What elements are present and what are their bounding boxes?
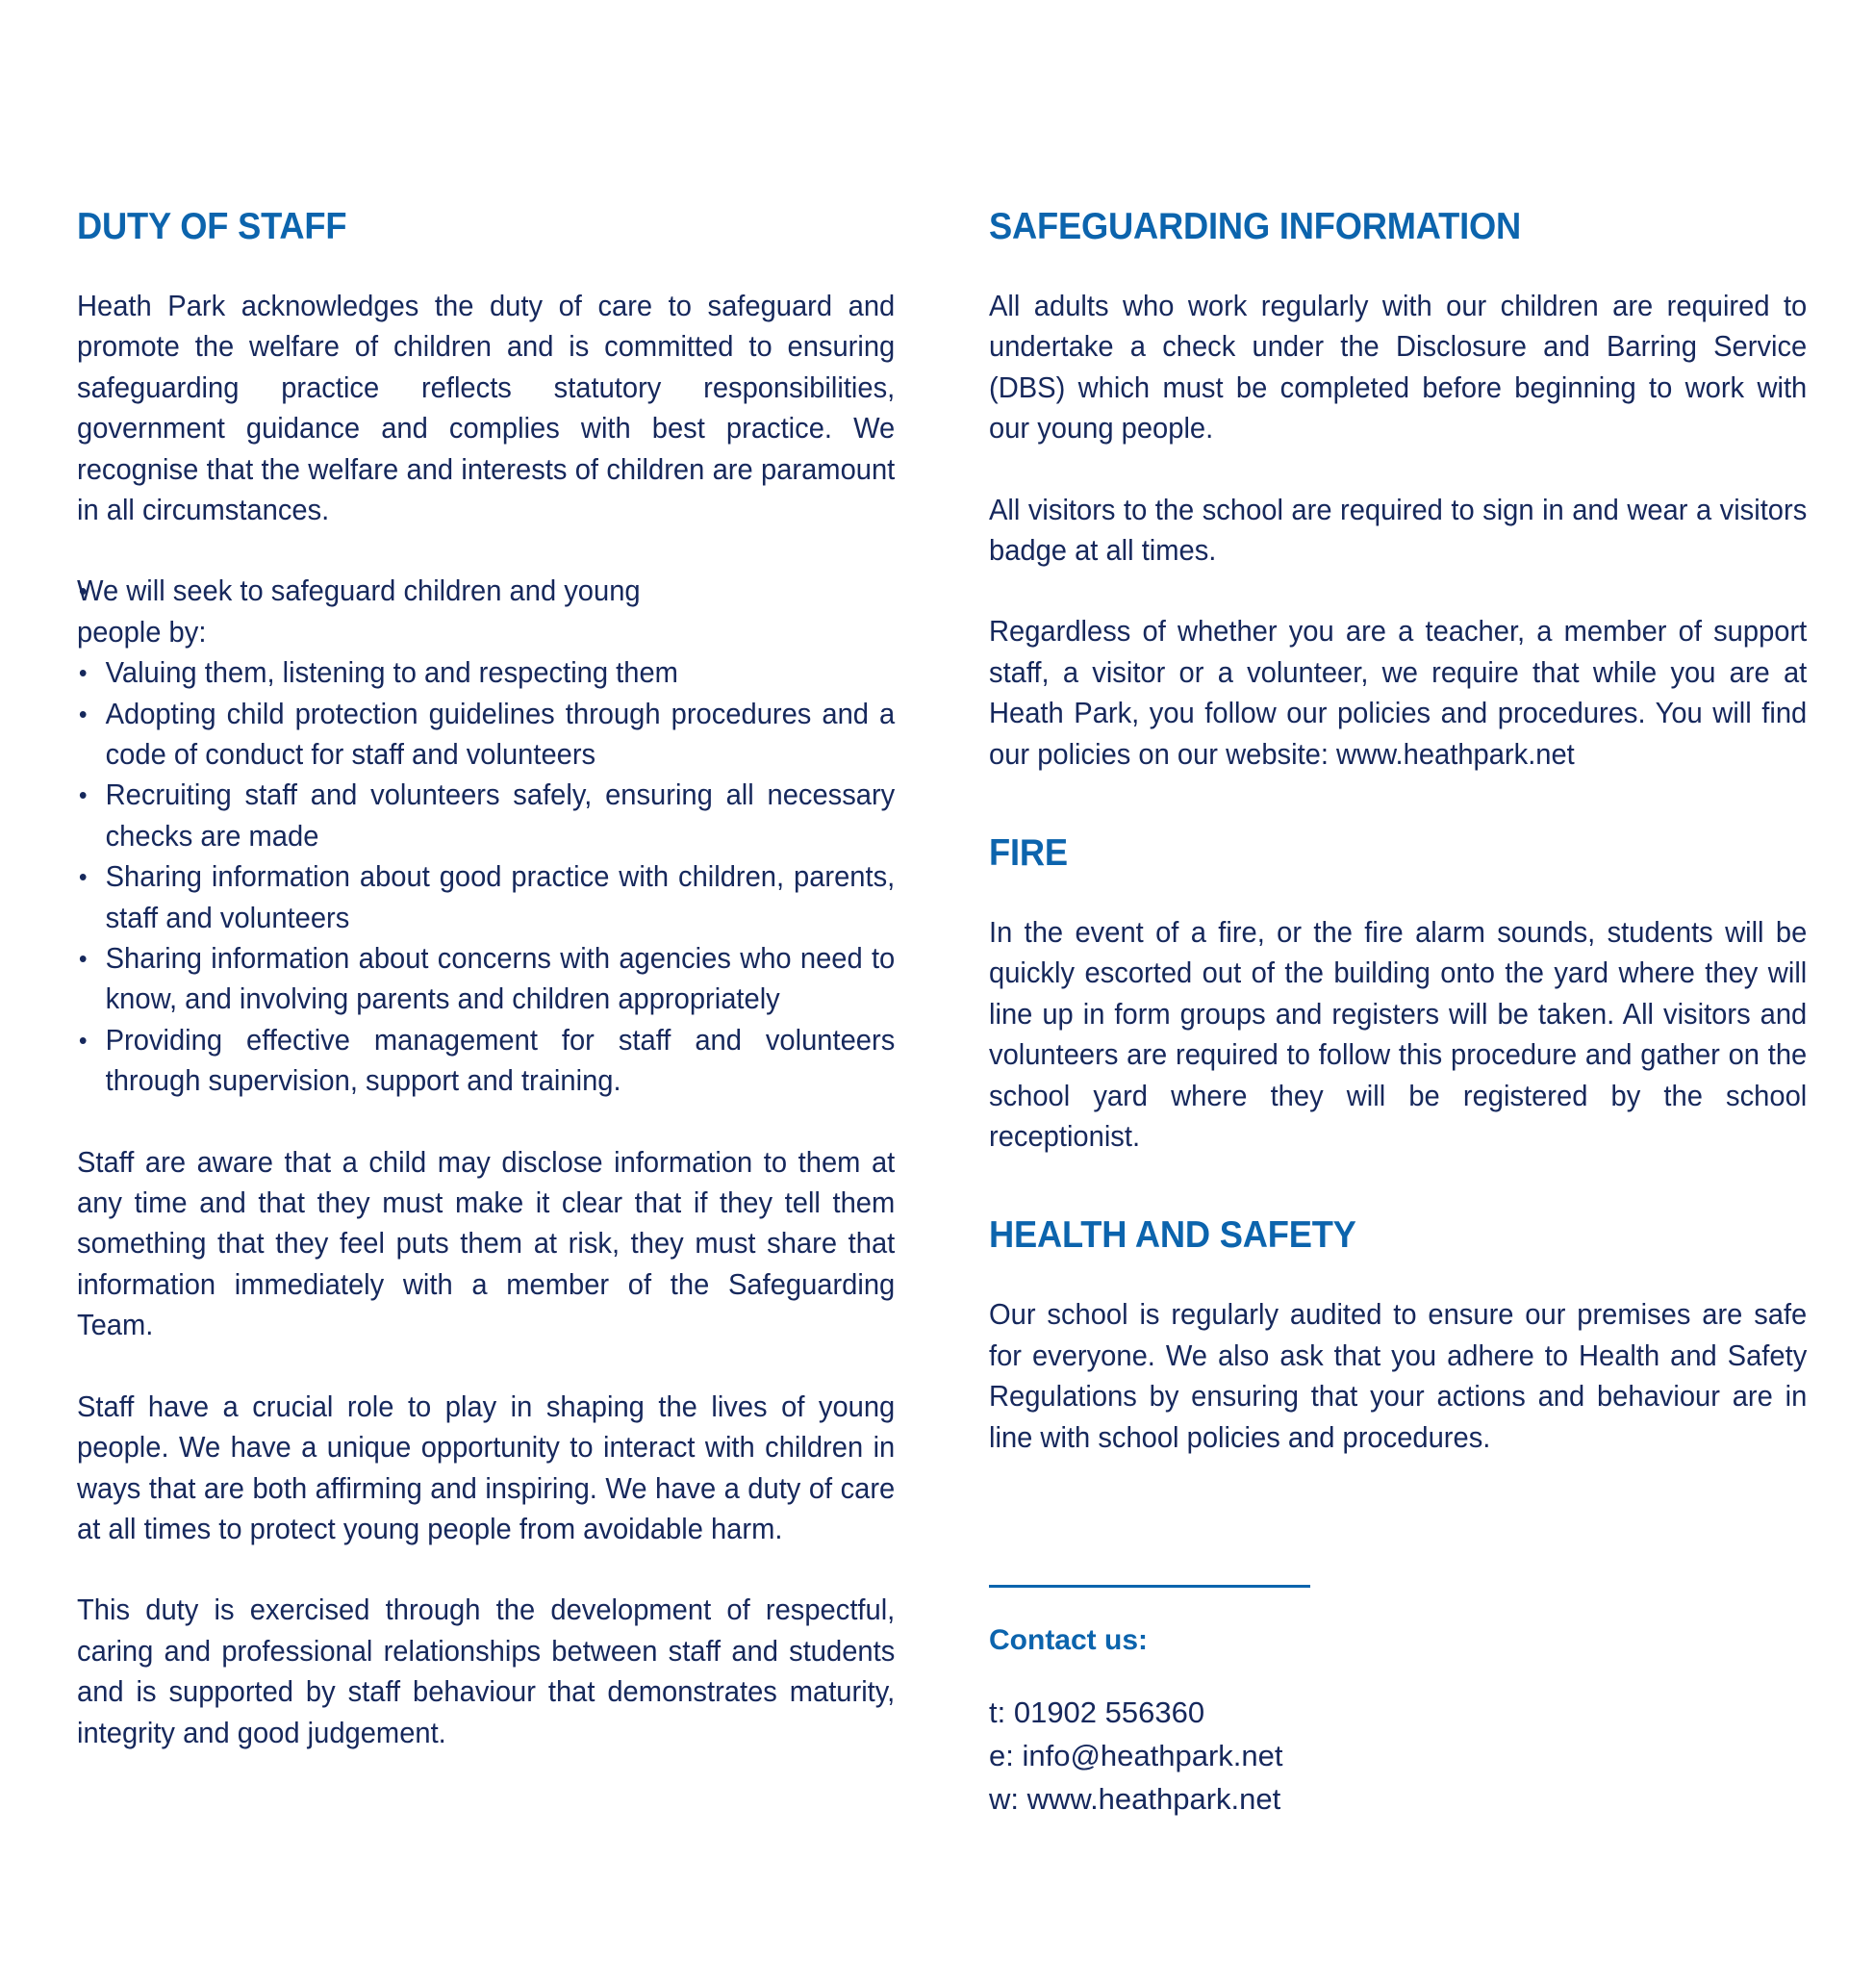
two-column-layout	[77, 208, 1809, 1821]
safeguarding-paragraph-3: Regardless of whether you are a teacher, a member of support staff, a visitor or a volunteer, we require that while you are at Heath Park, you follow our policies and procedures. You will find our policies on our website: www.heathpark.net	[989, 615, 1808, 771]
list-item	[77, 652, 895, 693]
list-item	[77, 694, 895, 776]
bullet-list-intro-line-1: • We will seek to safeguard children and young	[77, 574, 641, 608]
contact-details	[989, 1691, 1809, 1821]
safeguarding-information-heading: SAFEGUARDING INFORMATION	[989, 206, 1522, 247]
contact-website[interactable]: w: www.heathpark.net	[989, 1781, 1281, 1816]
fire-paragraph-1: In the event of a fire, or the fire alarm sounds, students will be quickly escorted out of the building onto the yard where they will line up in form groups and registers will be taken. All visitors and volunteers are required to follow this procedure and gather on the school yard where they will be registered by the school receptionist.	[989, 915, 1808, 1153]
duty-of-staff-paragraph-4: This duty is exercised through the development of respectful, caring and professional relationships between staff and students and is supported by staff behaviour that demonstrates maturity, integrity and good judgement.	[77, 1593, 896, 1749]
list-item	[77, 1020, 895, 1102]
list-item	[77, 775, 895, 856]
bullet-text: • Sharing information about good practice with children, parents, staff and volunteers	[105, 860, 896, 934]
bullet-list-intro-line-2: people by:	[77, 615, 207, 649]
list-item	[77, 856, 895, 938]
bullet-list-intro	[77, 571, 895, 652]
left-column	[77, 208, 897, 1753]
safeguarding-paragraph-2: All visitors to the school are required to sign in and wear a visitors badge at all times.	[989, 493, 1808, 567]
bullet-text: • Valuing them, listening to and respecting them	[105, 656, 678, 690]
duty-of-staff-heading: DUTY OF STAFF	[77, 206, 347, 247]
fire-heading: FIRE	[989, 832, 1068, 874]
bullet-text: • Recruiting staff and volunteers safely, ensuring all necessary checks are made	[105, 778, 896, 853]
right-column	[989, 208, 1809, 1821]
contact-phone[interactable]: t: 01902 556360	[989, 1695, 1205, 1729]
duty-of-staff-paragraph-3: Staff have a crucial role to play in shaping the lives of young people. We have a unique opportunity to interact with children in ways that are both affirming and inspiring. We have a duty of care at all times to protect young people from avoidable harm.	[77, 1389, 896, 1545]
contact-email[interactable]: e: info@heathpark.net	[989, 1738, 1283, 1772]
safeguard-bullet-list	[77, 571, 895, 1101]
safeguarding-paragraph-1: All adults who work regularly with our children are required to undertake a check under the Disclosure and Barring Service (DBS) which must be completed before beginning to work with our young people.	[989, 289, 1808, 446]
health-and-safety-heading: HEALTH AND SAFETY	[989, 1214, 1356, 1257]
contact-divider	[989, 1585, 1310, 1588]
contact-block	[989, 1585, 1809, 1821]
duty-of-staff-paragraph-1: Heath Park acknowledges the duty of care to safeguard and promote the welfare of children and is committed to ensuring safeguarding practice reflects statutory responsibilities, government guidance and complies with best practice. We recognise that the welfare and interests of children are paramount in all circumstances.	[77, 289, 896, 526]
list-item	[77, 938, 895, 1020]
bullet-text: • Providing effective management for staff and volunteers through supervision, support and training.	[105, 1023, 896, 1098]
duty-of-staff-paragraph-2: Staff are aware that a child may disclose information to them at any time and that they must make it clear that if they tell them something that they feel puts them at risk, they must share that information immediately with a member of the Safeguarding Team.	[77, 1145, 896, 1342]
health-and-safety-paragraph-1: Our school is regularly audited to ensure our premises are safe for everyone. We also ask that you adhere to Health and Safety Regulations by ensuring that your actions and behaviour are in line with school policies and procedures.	[989, 1298, 1808, 1454]
bullet-text: • Adopting child protection guidelines through procedures and a code of conduct for staff and volunteers	[105, 697, 896, 771]
bullet-text: • Sharing information about concerns with agencies who need to know, and involving parents and children appropriately	[105, 942, 896, 1016]
contact-us-title: Contact us:	[989, 1623, 1148, 1656]
